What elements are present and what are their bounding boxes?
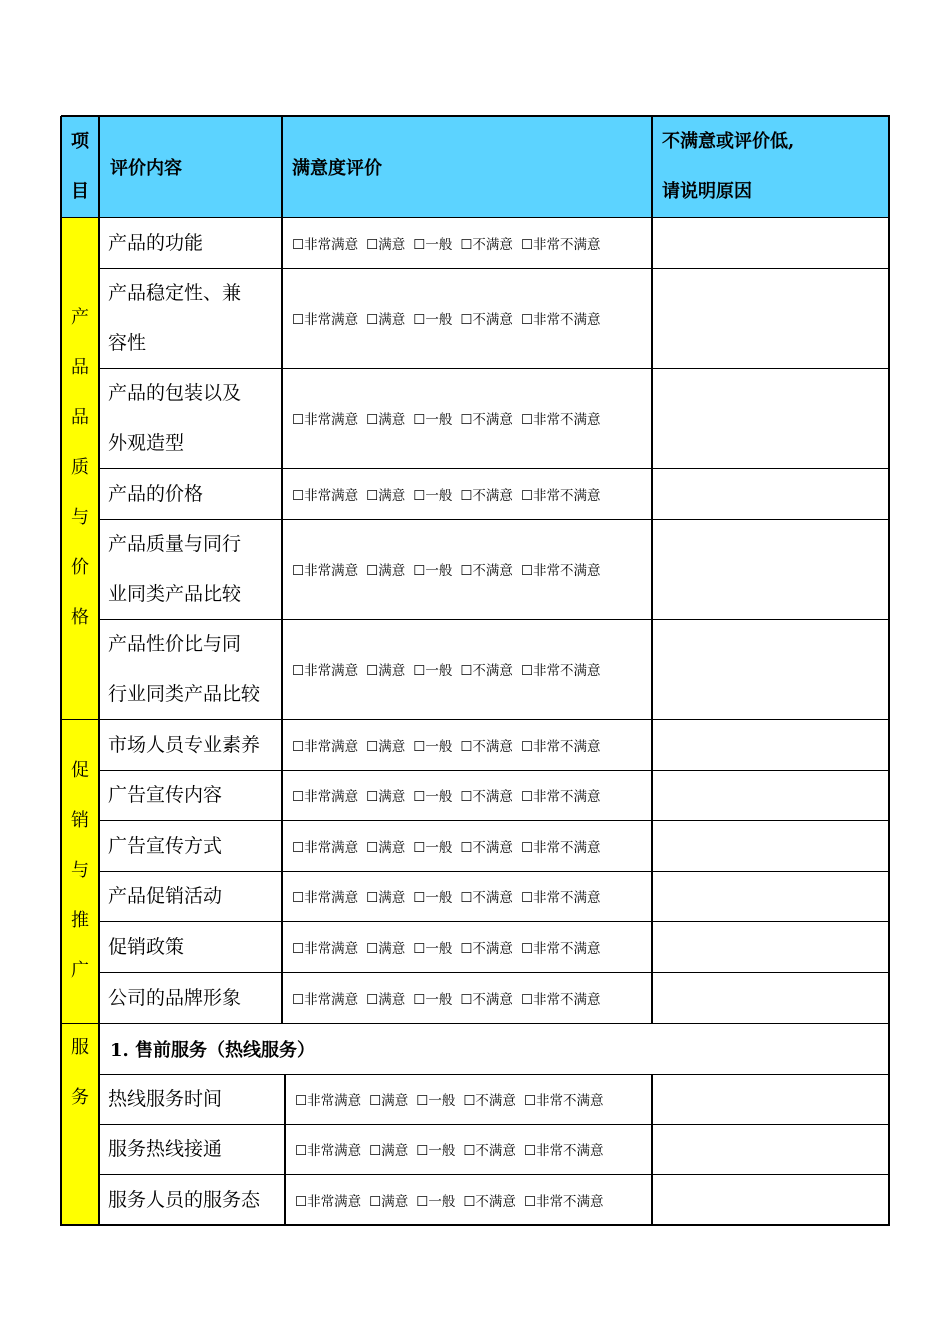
satisfaction-checkbox[interactable]: ☐一般 (413, 738, 453, 755)
criterion-label: 服务人员的服务态 (108, 1188, 261, 1211)
satisfaction-checkbox[interactable]: ☐非常满意 (292, 487, 359, 504)
satisfaction-checkbox[interactable]: ☐非常满意 (295, 1143, 362, 1159)
satisfaction-options (285, 1074, 652, 1124)
satisfaction-options (285, 1174, 652, 1225)
satisfaction-checkbox[interactable]: ☐一般 (413, 563, 453, 579)
satisfaction-checkbox[interactable]: ☐不满意 (463, 1143, 516, 1159)
header-satisfaction-label: 满意度评价 (292, 157, 382, 179)
satisfaction-options (282, 519, 652, 619)
criterion-label: 广告宣传方式 (108, 834, 223, 857)
reason-field[interactable] (652, 1074, 889, 1124)
satisfaction-checkbox[interactable]: ☐一般 (413, 789, 453, 805)
criterion-label-line: 行业同类产品比较 (108, 683, 261, 705)
criterion-label: 公司的品牌形象 (108, 986, 242, 1009)
satisfaction-checkbox[interactable]: ☐不满意 (460, 789, 513, 805)
satisfaction-checkbox[interactable]: ☐非常满意 (292, 738, 359, 755)
grid-line (61, 1023, 889, 1024)
satisfaction-checkbox[interactable]: ☐满意 (366, 940, 406, 957)
satisfaction-checkbox[interactable]: ☐非常满意 (292, 236, 359, 253)
satisfaction-checkbox[interactable]: ☐满意 (366, 487, 406, 504)
satisfaction-checkbox[interactable]: ☐一般 (413, 890, 453, 906)
satisfaction-checkbox[interactable]: ☐不满意 (460, 839, 513, 856)
satisfaction-checkbox[interactable]: ☐满意 (369, 1143, 409, 1159)
reason-field[interactable] (652, 217, 889, 268)
satisfaction-checkbox[interactable]: ☐非常满意 (292, 563, 359, 579)
section-label-char: 与 (71, 860, 89, 881)
reason-field[interactable] (652, 871, 889, 921)
satisfaction-checkbox[interactable]: ☐非常满意 (295, 1193, 362, 1210)
section-label-char: 广 (71, 960, 89, 981)
section-label-char: 销 (71, 810, 89, 831)
grid-line (61, 1224, 890, 1226)
satisfaction-checkbox[interactable]: ☐一般 (413, 236, 453, 253)
reason-field[interactable] (652, 268, 889, 368)
header-reason-line: 请说明原因 (662, 180, 752, 202)
grid-line (99, 1074, 889, 1075)
satisfaction-checkbox[interactable]: ☐满意 (366, 236, 406, 253)
satisfaction-options (282, 217, 652, 268)
header-item-char: 目 (71, 180, 89, 202)
reason-field[interactable] (652, 519, 889, 619)
satisfaction-checkbox[interactable]: ☐一般 (416, 1093, 456, 1109)
criterion-label: 产品促销活动 (108, 885, 223, 907)
satisfaction-checkbox[interactable]: ☐非常满意 (292, 312, 359, 328)
satisfaction-checkbox[interactable]: ☐非常不满意 (520, 738, 601, 755)
criterion-label-line: 业同类产品比较 (108, 583, 242, 605)
grid-line (99, 519, 889, 520)
satisfaction-checkbox[interactable]: ☐一般 (413, 312, 453, 328)
section-label-char: 产 (71, 307, 89, 328)
criterion-label: 促销政策 (108, 935, 185, 958)
satisfaction-checkbox[interactable]: ☐非常不满意 (520, 991, 601, 1008)
satisfaction-checkbox[interactable]: ☐非常不满意 (520, 940, 601, 957)
criterion-label (99, 619, 282, 719)
satisfaction-checkbox[interactable]: ☐不满意 (463, 1093, 516, 1109)
satisfaction-options (282, 719, 652, 770)
reason-field[interactable] (652, 921, 889, 972)
section-label-char: 价 (71, 557, 89, 578)
satisfaction-checkbox[interactable]: ☐不满意 (460, 738, 513, 755)
satisfaction-checkbox[interactable]: ☐不满意 (460, 312, 513, 328)
grid-line (99, 972, 889, 973)
header-content-label: 评价内容 (110, 157, 182, 179)
satisfaction-checkbox[interactable]: ☐非常不满意 (520, 839, 601, 856)
satisfaction-checkbox[interactable]: ☐满意 (366, 738, 406, 755)
criterion-label: 产品的价格 (108, 482, 204, 505)
satisfaction-options (282, 368, 652, 468)
satisfaction-checkbox[interactable]: ☐不满意 (460, 663, 513, 679)
grid-line (60, 116, 62, 1226)
satisfaction-checkbox[interactable]: ☐一般 (413, 839, 453, 856)
satisfaction-checkbox[interactable]: ☐非常不满意 (523, 1093, 604, 1109)
section-label-promotion (61, 719, 99, 1023)
satisfaction-checkbox[interactable]: ☐非常满意 (295, 1093, 362, 1109)
satisfaction-checkbox[interactable]: ☐非常不满意 (520, 789, 601, 805)
satisfaction-checkbox[interactable]: ☐满意 (369, 1193, 409, 1210)
satisfaction-checkbox[interactable]: ☐一般 (416, 1143, 456, 1159)
satisfaction-options (282, 871, 652, 921)
grid-line (99, 468, 889, 469)
satisfaction-checkbox[interactable]: ☐不满意 (460, 487, 513, 504)
satisfaction-checkbox[interactable]: ☐非常满意 (292, 663, 359, 679)
satisfaction-checkbox[interactable]: ☐非常不满意 (523, 1143, 604, 1159)
reason-field[interactable] (652, 1174, 889, 1225)
satisfaction-checkbox[interactable]: ☐非常满意 (292, 890, 359, 906)
satisfaction-checkbox[interactable]: ☐一般 (413, 412, 453, 428)
satisfaction-checkbox[interactable]: ☐不满意 (460, 940, 513, 957)
grid-line (98, 116, 100, 1225)
header-item-char: 项 (71, 130, 89, 152)
satisfaction-checkbox[interactable]: ☐非常不满意 (520, 890, 601, 906)
grid-line (61, 115, 890, 117)
grid-line (99, 1174, 889, 1175)
section-label-char: 品 (71, 357, 89, 378)
section-label-char: 推 (71, 910, 89, 931)
header-reason-label (662, 116, 794, 217)
satisfaction-checkbox[interactable]: ☐非常满意 (292, 839, 359, 856)
grid-line (284, 1074, 286, 1225)
criterion-label-line: 产品的包装以及 (108, 382, 242, 404)
satisfaction-options (282, 770, 652, 820)
satisfaction-checkbox[interactable]: ☐非常满意 (292, 789, 359, 805)
satisfaction-checkbox[interactable]: ☐一般 (413, 663, 453, 679)
satisfaction-checkbox[interactable]: ☐不满意 (460, 890, 513, 906)
grid-line (61, 217, 889, 218)
satisfaction-checkbox[interactable]: ☐一般 (413, 940, 453, 957)
satisfaction-checkbox[interactable]: ☐满意 (366, 663, 406, 679)
satisfaction-checkbox[interactable]: ☐不满意 (460, 563, 513, 579)
criterion-label: 服务热线接通 (108, 1138, 223, 1160)
grid-line (651, 116, 653, 1023)
satisfaction-checkbox[interactable]: ☐非常不满意 (523, 1193, 604, 1210)
satisfaction-checkbox[interactable]: ☐非常不满意 (520, 563, 601, 579)
satisfaction-options (282, 921, 652, 972)
satisfaction-options (282, 268, 652, 368)
criterion-label: 市场人员专业素养 (108, 733, 261, 756)
grid-line (61, 719, 889, 720)
reason-field[interactable] (652, 770, 889, 820)
section-label-char: 格 (71, 607, 89, 628)
satisfaction-checkbox[interactable]: ☐一般 (416, 1193, 456, 1210)
satisfaction-checkbox[interactable]: ☐非常不满意 (520, 412, 601, 428)
satisfaction-options (282, 468, 652, 519)
satisfaction-checkbox[interactable]: ☐非常不满意 (520, 663, 601, 679)
grid-line (888, 116, 890, 1226)
satisfaction-checkbox[interactable]: ☐非常满意 (292, 940, 359, 957)
grid-line (651, 1074, 653, 1225)
header-reason-line: 不满意或评价低, (662, 130, 795, 152)
satisfaction-checkbox[interactable]: ☐不满意 (463, 1193, 516, 1210)
criterion-label-line: 产品稳定性、兼 (108, 282, 242, 304)
satisfaction-checkbox[interactable]: ☐非常不满意 (520, 487, 601, 504)
criterion-label (99, 268, 282, 368)
satisfaction-checkbox[interactable]: ☐满意 (366, 789, 406, 805)
criterion-label (99, 368, 282, 468)
criterion-label (99, 519, 282, 619)
satisfaction-checkbox[interactable]: ☐一般 (413, 487, 453, 504)
section-label-service (61, 1023, 99, 1123)
criterion-label-line: 容性 (108, 332, 147, 354)
reason-field[interactable] (652, 468, 889, 519)
criterion-label: 广告宣传内容 (108, 784, 223, 806)
section-label-char: 务 (71, 1087, 89, 1108)
grid-line (99, 770, 889, 771)
grid-line (99, 368, 889, 369)
section-label-char: 质 (71, 457, 89, 478)
reason-field[interactable] (652, 368, 889, 468)
satisfaction-options (282, 820, 652, 871)
grid-line (99, 1124, 889, 1125)
satisfaction-options (282, 619, 652, 719)
satisfaction-checkbox[interactable]: ☐不满意 (460, 991, 513, 1008)
criterion-label-line: 外观造型 (108, 432, 185, 454)
reason-field[interactable] (652, 719, 889, 770)
satisfaction-options (285, 1124, 652, 1174)
satisfaction-checkbox[interactable]: ☐不满意 (460, 236, 513, 253)
grid-line (99, 268, 889, 269)
service-subheading: 1. 售前服务（热线服务） (110, 1039, 316, 1061)
section-label-char: 品 (71, 407, 89, 428)
satisfaction-checkbox[interactable]: ☐满意 (366, 991, 406, 1008)
header-item-label (61, 116, 99, 217)
section-label-quality (61, 217, 99, 719)
section-label-char: 与 (71, 507, 89, 528)
satisfaction-checkbox[interactable]: ☐满意 (369, 1093, 409, 1109)
satisfaction-options (282, 972, 652, 1023)
grid-line (99, 619, 889, 620)
satisfaction-checkbox[interactable]: ☐满意 (366, 563, 406, 579)
criterion-label-line: 产品性价比与同 (108, 633, 242, 655)
reason-field[interactable] (652, 972, 889, 1023)
satisfaction-checkbox[interactable]: ☐满意 (366, 839, 406, 856)
satisfaction-checkbox[interactable]: ☐不满意 (460, 412, 513, 428)
criterion-label-line: 产品质量与同行 (108, 533, 242, 555)
reason-field[interactable] (652, 1124, 889, 1174)
grid-line (281, 116, 283, 1023)
satisfaction-checkbox[interactable]: ☐非常满意 (292, 412, 359, 428)
criterion-label: 产品的功能 (108, 231, 204, 254)
satisfaction-checkbox[interactable]: ☐满意 (366, 890, 406, 906)
grid-line (99, 820, 889, 821)
criterion-label: 热线服务时间 (108, 1088, 223, 1110)
grid-line (99, 871, 889, 872)
satisfaction-checkbox[interactable]: ☐满意 (366, 412, 406, 428)
satisfaction-checkbox[interactable]: ☐非常不满意 (520, 312, 601, 328)
section-label-char: 服 (71, 1037, 89, 1058)
grid-line (99, 921, 889, 922)
reason-field[interactable] (652, 619, 889, 719)
section-label-char: 促 (71, 760, 89, 781)
reason-field[interactable] (652, 820, 889, 871)
satisfaction-checkbox[interactable]: ☐满意 (366, 312, 406, 328)
satisfaction-checkbox[interactable]: ☐非常不满意 (520, 236, 601, 253)
satisfaction-checkbox[interactable]: ☐一般 (413, 991, 453, 1008)
satisfaction-checkbox[interactable]: ☐非常满意 (292, 991, 359, 1008)
